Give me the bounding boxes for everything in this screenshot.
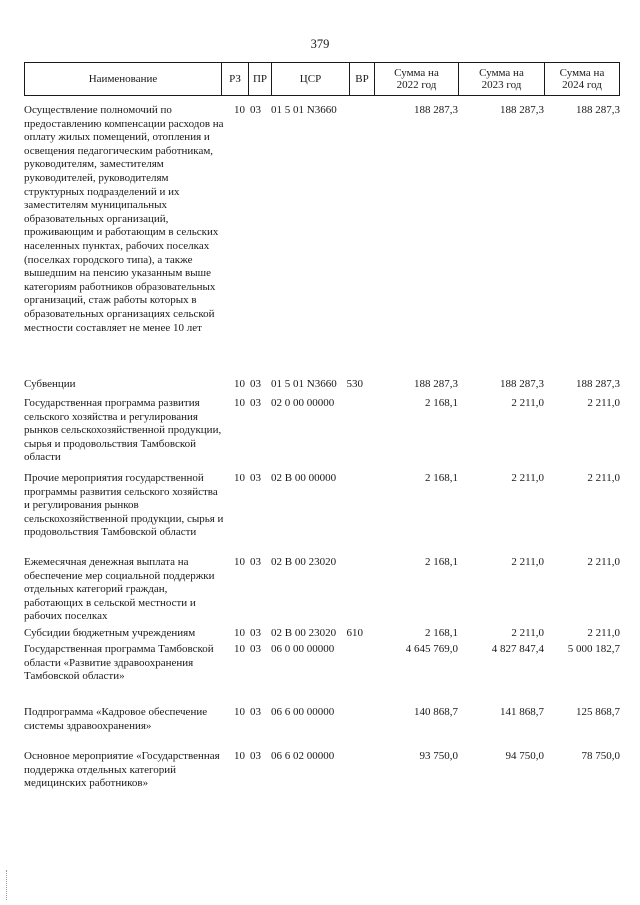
- row-csr: 06 0 00 00000: [271, 643, 335, 655]
- row-rz: 10: [234, 706, 245, 718]
- row-rz: 10: [234, 643, 245, 655]
- row-csr: 02 В 00 00000: [271, 472, 337, 484]
- row-sum-2023: 94 750,0: [505, 750, 544, 762]
- header-sum-2024: Сумма на 2024 год: [559, 66, 605, 91]
- row-sum-2024: 2 211,0: [587, 397, 620, 409]
- row-pr: 03: [250, 472, 261, 484]
- row-pr: 03: [250, 104, 261, 116]
- row-sum-2022: 2 168,1: [425, 556, 458, 568]
- header-pr: ПР: [249, 63, 272, 95]
- margin-mark: [6, 870, 8, 900]
- row-sum-2024: 2 211,0: [587, 556, 620, 568]
- row-sum-2024: 5 000 182,7: [567, 643, 620, 655]
- row-sum-2023: 4 827 847,4: [491, 643, 544, 655]
- row-sum-2022: 93 750,0: [419, 750, 458, 762]
- header-vr: ВР: [350, 63, 375, 95]
- row-sum-2023: 188 287,3: [500, 378, 544, 390]
- row-vr: 610: [346, 627, 363, 639]
- row-pr: 03: [250, 750, 261, 762]
- row-rz: 10: [234, 378, 245, 390]
- row-sum-2022: 2 168,1: [425, 627, 458, 639]
- header-sum-2022: Сумма на 2022 год: [375, 63, 459, 95]
- row-sum-2022: 2 168,1: [425, 397, 458, 409]
- row-sum-2024: 2 211,0: [587, 627, 620, 639]
- row-csr: 01 5 01 N3660: [271, 378, 337, 390]
- row-sum-2023: 2 211,0: [511, 556, 544, 568]
- row-name: Субвенции: [24, 378, 76, 390]
- header-name: Наименование: [25, 63, 222, 95]
- row-name: Подпрограмма «Кадровое обеспечение системы здравоохранения»: [24, 706, 208, 732]
- row-sum-2024: 125 868,7: [576, 706, 620, 718]
- row-csr: 01 5 01 N3660: [271, 104, 337, 116]
- row-sum-2022: 2 168,1: [425, 472, 458, 484]
- row-sum-2024: 188 287,3: [576, 378, 620, 390]
- row-name: Государственная программа Тамбовской области «Развитие здравоохранения Тамбовской области»: [24, 643, 214, 683]
- row-pr: 03: [250, 556, 261, 568]
- row-sum-2022: 4 645 769,0: [405, 643, 458, 655]
- row-sum-2023: 2 211,0: [511, 627, 544, 639]
- row-sum-2023: 141 868,7: [500, 706, 544, 718]
- row-sum-2022: 188 287,3: [414, 104, 458, 116]
- row-rz: 10: [234, 750, 245, 762]
- row-sum-2023: 188 287,3: [500, 104, 544, 116]
- row-pr: 03: [250, 643, 261, 655]
- row-csr: 02 В 00 23020: [271, 556, 337, 568]
- row-rz: 10: [234, 104, 245, 116]
- row-pr: 03: [250, 378, 261, 390]
- row-pr: 03: [250, 627, 261, 639]
- row-sum-2024: 188 287,3: [576, 104, 620, 116]
- row-sum-2024: 78 750,0: [581, 750, 620, 762]
- row-sum-2022: 140 868,7: [414, 706, 458, 718]
- row-vr: 530: [346, 378, 363, 390]
- page-number: 379: [310, 37, 330, 51]
- row-sum-2023: 2 211,0: [511, 472, 544, 484]
- row-name: Государственная программа развития сельского хозяйства и регулирования рынков сельскохозяйственной продукции, сырья и продовольствия Тамбовской области: [24, 397, 222, 464]
- row-csr: 02 В 00 23020: [271, 627, 337, 639]
- row-pr: 03: [250, 706, 261, 718]
- header-sum-2023: Сумма на 2023 год: [459, 63, 545, 95]
- row-csr: 02 0 00 00000: [271, 397, 335, 409]
- row-name: Ежемесячная денежная выплата на обеспечение мер социальной поддержки отдельных категорий граждан, работающих в сельской местности и рабочих поселках: [24, 556, 215, 623]
- row-rz: 10: [234, 472, 245, 484]
- row-name: Прочие мероприятия государственной программы развития сельского хозяйства и регулирования рынков сельскохозяйственной продукции, сырья и продовольствия Тамбовской области: [24, 472, 224, 539]
- header-rz: РЗ: [222, 63, 249, 95]
- row-csr: 06 6 00 00000: [271, 706, 335, 718]
- row-sum-2024: 2 211,0: [587, 472, 620, 484]
- row-rz: 10: [234, 397, 245, 409]
- row-sum-2023: 2 211,0: [511, 397, 544, 409]
- row-pr: 03: [250, 397, 261, 409]
- row-name: Субсидии бюджетным учреждениям: [24, 627, 196, 639]
- row-rz: 10: [234, 556, 245, 568]
- row-csr: 06 6 02 00000: [271, 750, 335, 762]
- row-sum-2022: 188 287,3: [414, 378, 458, 390]
- row-name: Осуществление полномочий по предоставлению компенсации расходов на оплату жилых помещений, отопления и освещения педагогическим работникам, руководителям, заместителям руководителей, руководителям структурных подразделений и их заместителям муниципальных образовательных организаций, проживающим и работающим в сельских населенных пунктах, рабочих поселках (поселках городского типа), а также вышедшим на пенсию указанным выше категориям работников образовательных организаций, стаж работы которых в образовательных организациях сельской местности составляет не менее 10 лет: [24, 104, 224, 334]
- row-rz: 10: [234, 627, 245, 639]
- header-csr: ЦСР: [272, 63, 350, 95]
- row-name: Основное мероприятие «Государственная поддержка отдельных категорий медицинских работников»: [24, 750, 220, 790]
- table-header: [24, 62, 620, 96]
